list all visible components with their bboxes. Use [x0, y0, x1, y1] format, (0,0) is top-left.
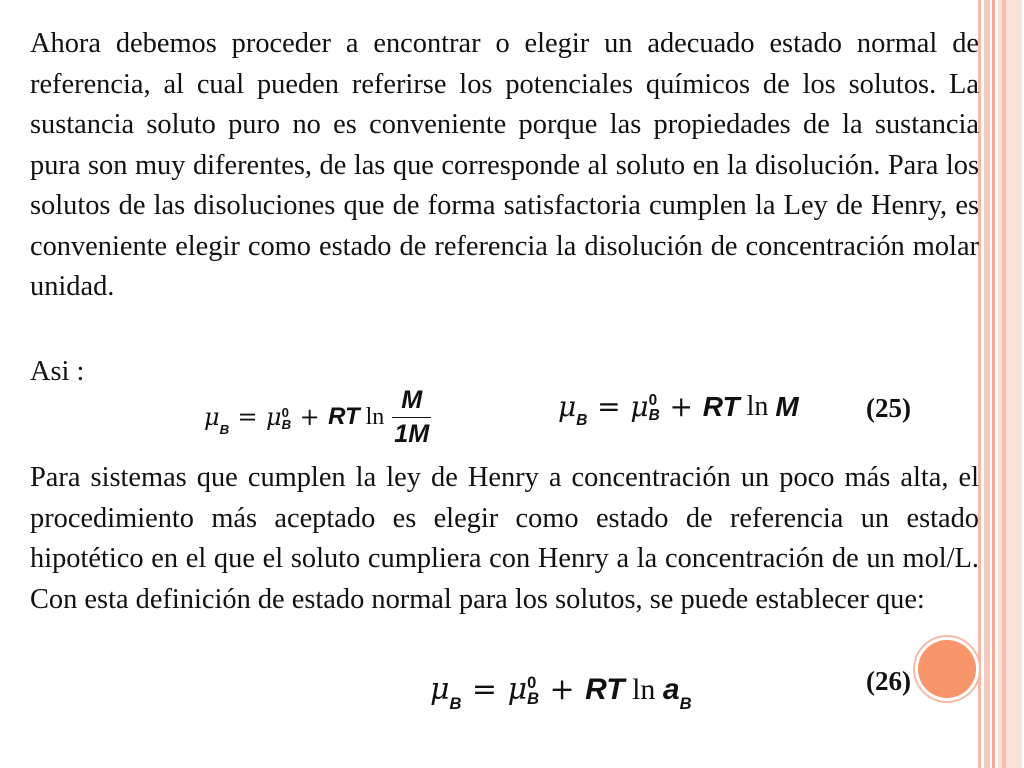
equation-fraction-form: μ B = μ 0 B + RT ln $\frac{M}{1M}$: [204, 386, 430, 448]
stripe: [1002, 0, 1006, 768]
paragraph-henry: Para sistemas que cumplen la ley de Henry a concentración un poco más alta, el procedimiento más aceptado es elegir como estado de referencia un estado hipotético en el que el soluto cumpliera con Henry a la concentración de un mol/L. Con esta definición de estado normal para los solutos, se puede establecer que:: [30, 462, 979, 615]
equation-25: μ B = μ 0 B + RT ln M: [558, 390, 799, 429]
stripe: [992, 0, 995, 768]
equation-number-26: (26): [866, 666, 911, 696]
equation-26: μ B = μ 0 B + RT ln a B: [430, 672, 692, 714]
decorative-stripes: [978, 0, 1024, 768]
paragraph-reference-state: Ahora debemos proceder a encontrar o elegir un adecuado estado normal de referencia, al cual pueden referirse los potenciales químicos de los solutos. La sustancia soluto puro no es conveniente porque las propiedades de la sustancia pura son muy diferentes, de las que corresponde al soluto en la disolución. Para los solutos de las disoluciones que de forma satisfactoria cumplen la Ley de Henry, es conveniente elegir como estado de referencia la disolución de concentración molar unidad.: [30, 28, 979, 302]
asi-label: Asi :: [30, 356, 85, 387]
fraction: $\frac{M}{1M}$: [394, 386, 430, 448]
equation-number-25: (25): [866, 393, 911, 423]
stripe: [984, 0, 990, 768]
decorative-orb: [918, 640, 976, 698]
